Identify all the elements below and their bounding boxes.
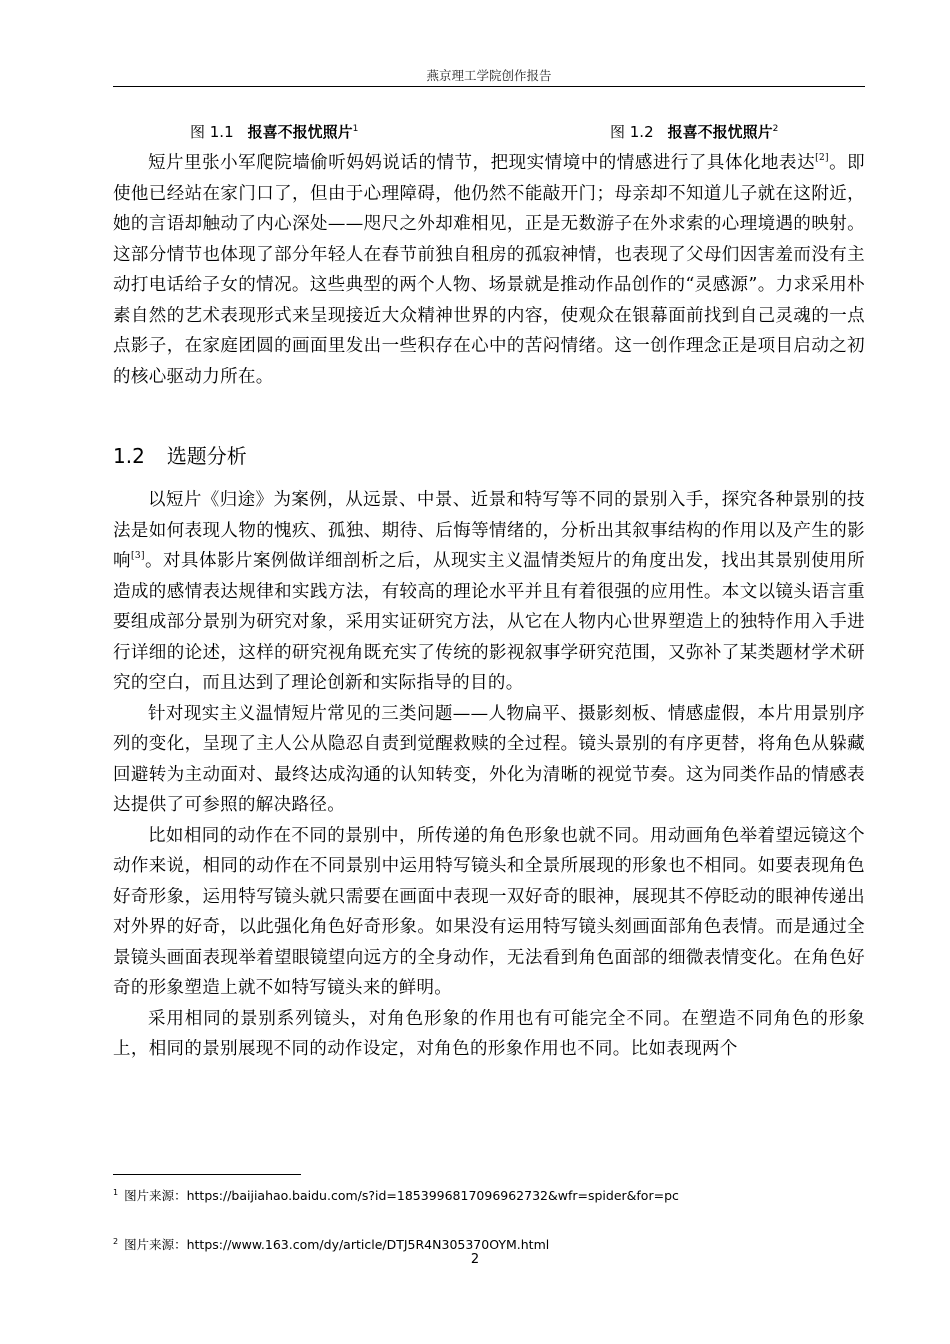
citation-ref: [3] [131,551,145,561]
paragraph: 短片里张小军爬院墙偷听妈妈说话的情节，把现实情境中的情感进行了具体化地表达[2]。即使他已经站在家门口了，但由于心理障碍，他仍然不能敲开门；母亲却不知道儿子就在这附近，她的言语却触动了内心深处——咫尺之外却难相见，正是无数游子在外求索的心理境遇的映射。这部分情节也体现了部分年轻人在春节前独自租房的孤寂神情，也表现了父母们因害羞而没有主动打电话给子女的情况。这些典型的两个人物、场景就是推动作品创作的“灵感源”。力求采用朴素自然的艺术表现形式来呈现接近大众精神世界的内容，使观众在银幕面前找到自己灵魂的一点点影子，在家庭团圆的画面里发出一些积存在心中的苦闷情绪。这一创作理念正是项目启动之初的核心驱动力所在。 [113,153,865,387]
footnote-mark: 1 [113,1187,119,1197]
footnote-mark: 1 [352,124,359,134]
footnote-text: 图片来源：https://baijiahao.baidu.com/s?id=1853996817096962732&wfr=spider&for=pc [124,1188,679,1203]
header-rule [113,86,865,87]
footnote-rule [113,1174,301,1175]
figure-title: 报喜不报忧照片 [667,123,773,141]
figure-number: 图 1.1 [190,123,234,141]
citation-ref: [2] [815,153,829,163]
paragraph: 针对现实主义温情短片常见的三类问题——人物扁平、摄影刻板、情感虚假，本片用景别序列的变化，呈现了主人公从隐忍自责到觉醒救赎的全过程。镜头景别的有序更替，将角色从躲藏回避转为主动面对、最终达成沟通的认知转变，外化为清晰的视觉节奏。这为同类作品的情感表达提供了可参照的解决路径。 [113,703,865,815]
page-number: 2 [470,1252,480,1267]
footnote-1 [113,1186,679,1204]
paragraph: 采用相同的景别系列镜头，对角色形象的作用也有可能完全不同。在塑造不同角色的形象上，相同的景别展现不同的动作设定，对角色的形象作用也不同。比如表现两个 [113,1008,865,1059]
section-number: 1.2 [113,444,145,468]
figure-caption-2 [610,121,778,142]
figure-title: 报喜不报忧照片 [247,123,353,141]
paragraph: 以短片《归途》为案例，从远景、中景、近景和特写等不同的景别入手，探究各种景别的技法是如何表现人物的愧疚、孤独、期待、后悔等情绪的，分析出其叙事结构的作用以及产生的影响[3]。对具体影片案例做详细剖析之后，从现实主义温情类短片的角度出发，找出其景别使用所造成的感情表达规律和实践方法，有较高的理论水平并且有着很强的应用性。本文以镜头语言重要组成部分景别为研究对象，采用实证研究方法，从它在人物内心世界塑造上的独特作用入手进行详细的论述，这样的研究视角既充实了传统的影视叙事学研究范围，又弥补了某类题材学术研究的空白，而且达到了理论创新和实际指导的目的。 [113,490,865,693]
figure-number: 图 1.2 [610,123,654,141]
footnote-text: 图片来源：https://www.163.com/dy/article/DTJ5R4N305370OYM.html [124,1237,550,1252]
running-header: 燕京理工学院创作报告 [426,68,552,83]
section-heading [113,440,247,469]
body-text-analysis [113,485,865,1065]
figure-caption-1 [190,121,358,142]
section-title: 选题分析 [166,444,247,468]
paragraph: 比如相同的动作在不同的景别中，所传递的角色形象也就不同。用动画角色举着望远镜这个动作来说，相同的动作在不同景别中运用特写镜头和全景所展现的形象也不相同。如要表现角色好奇形象，运用特写镜头就只需要在画面中表现一双好奇的眼神，展现其不停眨动的眼神传递出对外界的好奇，以此强化角色好奇形象。如果没有运用特写镜头刻画面部角色表情。而是通过全景镜头画面表现举着望眼镜望向远方的全身动作，无法看到角色面部的细微表情变化。在角色好奇的形象塑造上就不如特写镜头来的鲜明。 [113,825,865,998]
footnote-2 [113,1235,549,1253]
footnote-mark: 2 [113,1236,119,1246]
body-text-intro [113,148,865,392]
footnote-mark: 2 [772,124,779,134]
